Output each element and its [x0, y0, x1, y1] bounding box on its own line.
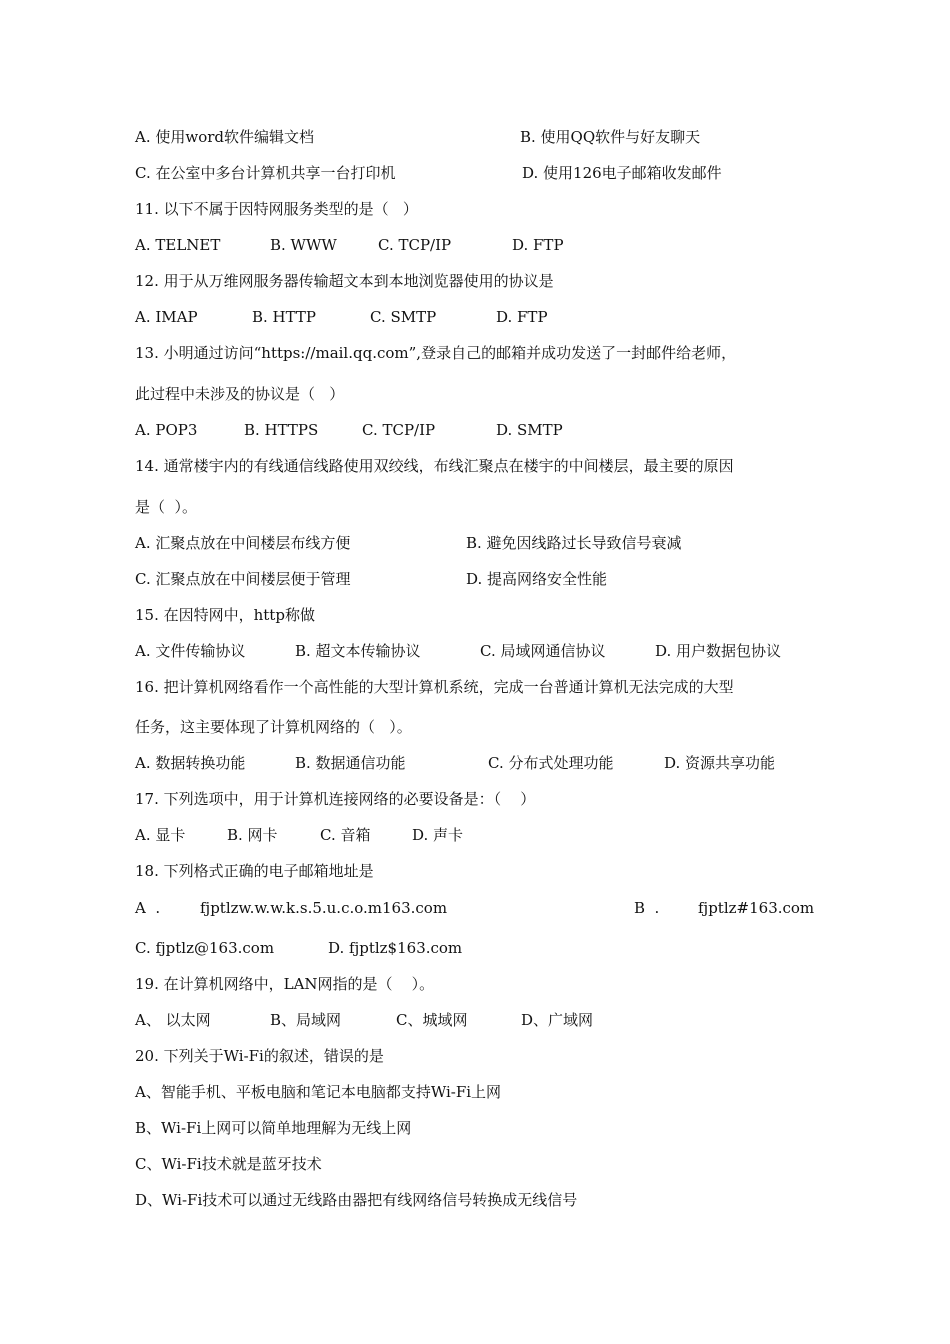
q19-option-d: D、广域网	[521, 1011, 594, 1029]
q14-stem-line1: 14. 通常楼宇内的有线通信线路使用双绞线，布线汇聚点在楼宇的中间楼层，最主要的原因	[135, 457, 734, 475]
q11-stem: 11. 以下不属于因特网服务类型的是（ ）	[135, 200, 418, 218]
q20-stem: 20. 下列关于Wi-Fi的叙述，错误的是	[135, 1047, 384, 1065]
q16-stem-line2: 任务，这主要体现了计算机网络的（ ）。	[135, 718, 412, 736]
q12-option-c: C. SMTP	[370, 308, 437, 326]
q13-option-d: D. SMTP	[496, 421, 563, 439]
q16-stem-line1: 16. 把计算机网络看作一个高性能的大型计算机系统，完成一台普通计算机无法完成的大型	[135, 678, 734, 696]
q13-stem-line1: 13. 小明通过访问“https://mail.qq.com”,登录自己的邮箱并成功发送了一封邮件给老师，	[135, 344, 737, 362]
q10-option-d: D. 使用126电子邮箱收发邮件	[522, 164, 722, 182]
q19-option-a: A、 以太网	[135, 1011, 211, 1029]
q19-option-b: B、局域网	[270, 1011, 342, 1029]
q17-stem: 17. 下列选项中，用于计算机连接网络的必要设备是：（ ）	[135, 790, 536, 808]
q16-option-d: D. 资源共享功能	[664, 754, 776, 772]
q15-option-a: A. 文件传输协议	[135, 642, 246, 660]
q14-option-b: B. 避免因线路过长导致信号衰减	[466, 534, 682, 552]
q12-option-b: B. HTTP	[252, 308, 317, 326]
q20-option-b: B、Wi-Fi上网可以简单地理解为无线上网	[135, 1119, 412, 1137]
q18-option-b-text: fjptlz#163.com	[698, 899, 815, 917]
q18-option-a-label: A .	[135, 899, 161, 917]
q17-option-b: B. 网卡	[227, 826, 278, 844]
q19-option-c: C、城域网	[396, 1011, 468, 1029]
q11-option-c: C. TCP/IP	[378, 236, 452, 254]
q10-option-b: B. 使用QQ软件与好友聊天	[520, 128, 701, 146]
q13-option-c: C. TCP/IP	[362, 421, 436, 439]
q15-option-d: D. 用户数据包协议	[655, 642, 782, 660]
q17-option-d: D. 声卡	[412, 826, 464, 844]
q18-option-c: C. fjptlz@163.com	[135, 939, 275, 957]
q13-stem-line2: 此过程中未涉及的协议是（ ）	[135, 385, 345, 403]
q10-option-a: A. 使用word软件编辑文档	[135, 128, 315, 146]
q14-option-d: D. 提高网络安全性能	[466, 570, 608, 588]
q13-option-b: B. HTTPS	[244, 421, 319, 439]
q18-option-b-label: B .	[634, 899, 660, 917]
q13-option-a: A. POP3	[135, 421, 198, 439]
q16-option-a: A. 数据转换功能	[135, 754, 246, 772]
q17-option-a: A. 显卡	[135, 826, 186, 844]
q11-option-b: B. WWW	[270, 236, 337, 254]
q14-stem-line2: 是（ ）。	[135, 498, 198, 516]
q18-option-a-text: fjptlzw.w.w.k.s.5.u.c.o.m163.com	[200, 899, 448, 917]
q15-stem: 15. 在因特网中，http称做	[135, 606, 315, 624]
q12-option-d: D. FTP	[496, 308, 548, 326]
q20-option-d: D、Wi-Fi技术可以通过无线路由器把有线网络信号转换成无线信号	[135, 1191, 578, 1209]
q20-option-c: C、Wi-Fi技术就是蓝牙技术	[135, 1155, 322, 1173]
q15-option-b: B. 超文本传输协议	[295, 642, 421, 660]
q14-option-c: C. 汇聚点放在中间楼层便于管理	[135, 570, 351, 588]
q10-option-c: C. 在公室中多台计算机共享一台打印机	[135, 164, 396, 182]
q12-option-a: A. IMAP	[135, 308, 198, 326]
q16-option-c: C. 分布式处理功能	[488, 754, 614, 772]
q18-stem: 18. 下列格式正确的电子邮箱地址是	[135, 862, 374, 880]
q14-option-a: A. 汇聚点放在中间楼层布线方便	[135, 534, 351, 552]
q20-option-a: A、智能手机、平板电脑和笔记本电脑都支持Wi-Fi上网	[135, 1083, 502, 1101]
q17-option-c: C. 音箱	[320, 826, 371, 844]
q11-option-a: A. TELNET	[135, 236, 221, 254]
q18-option-d: D. fjptlz$163.com	[328, 939, 463, 957]
q16-option-b: B. 数据通信功能	[295, 754, 406, 772]
q12-stem: 12. 用于从万维网服务器传输超文本到本地浏览器使用的协议是	[135, 272, 554, 290]
q11-option-d: D. FTP	[512, 236, 564, 254]
q15-option-c: C. 局域网通信协议	[480, 642, 606, 660]
q19-stem: 19. 在计算机网络中，LAN网指的是（ ）。	[135, 975, 435, 993]
